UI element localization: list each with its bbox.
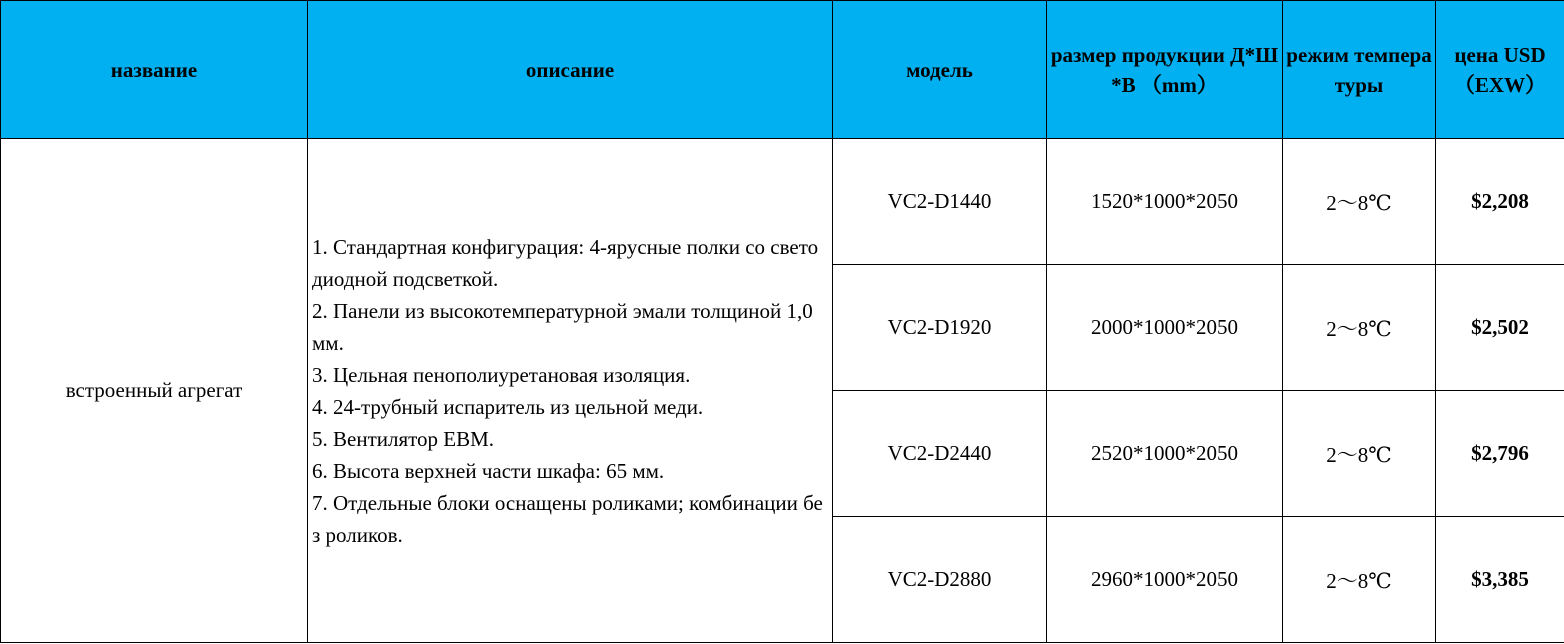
size-cell: 2000*1000*2050 xyxy=(1047,265,1283,391)
temperature-cell: 2～8℃ xyxy=(1283,517,1436,643)
price-cell: $2,796 xyxy=(1436,391,1564,517)
model-cell: VC2-D1920 xyxy=(833,265,1047,391)
model-cell: VC2-D1440 xyxy=(833,139,1047,265)
header-price: цена USD（EXW） xyxy=(1436,1,1564,139)
price-cell: $2,502 xyxy=(1436,265,1564,391)
header-description: описание xyxy=(308,1,833,139)
header-temperature: режим температуры xyxy=(1283,1,1436,139)
description-line: 3. Цельная пенополиуретановая изоляция. xyxy=(312,362,691,387)
description-line: 4. 24-трубный испаритель из цельной меди. xyxy=(312,394,704,419)
header-size: размер продукции Д*Ш*В （mm） xyxy=(1047,1,1283,139)
temperature-cell: 2～8℃ xyxy=(1283,391,1436,517)
description-line: 1. Стандартная конфигурация: 4-ярусные полки со светодиодной подсветкой. xyxy=(312,234,819,291)
temperature-cell: 2～8℃ xyxy=(1283,265,1436,391)
model-cell: VC2-D2880 xyxy=(833,517,1047,643)
description-line: 6. Высота верхней части шкафа: 65 мм. xyxy=(312,458,665,483)
size-cell: 2960*1000*2050 xyxy=(1047,517,1283,643)
header-model: модель xyxy=(833,1,1047,139)
temperature-cell: 2～8℃ xyxy=(1283,139,1436,265)
model-cell: VC2-D2440 xyxy=(833,391,1047,517)
description-line: 5. Вентилятор EBM. xyxy=(312,426,495,451)
size-cell: 1520*1000*2050 xyxy=(1047,139,1283,265)
description-line: 7. Отдельные блоки оснащены роликами; комбинации без роликов. xyxy=(312,490,823,547)
price-cell: $3,385 xyxy=(1436,517,1564,643)
price-cell: $2,208 xyxy=(1436,139,1564,265)
product-name-cell: встроенный агрегат xyxy=(1,139,308,643)
header-row xyxy=(1,1,1564,139)
description-line: 2. Панели из высокотемпературной эмали толщиной 1,0 мм. xyxy=(312,298,813,355)
description-cell xyxy=(308,139,833,643)
header-name: название xyxy=(1,1,308,139)
size-cell: 2520*1000*2050 xyxy=(1047,391,1283,517)
table-row xyxy=(1,139,1564,265)
